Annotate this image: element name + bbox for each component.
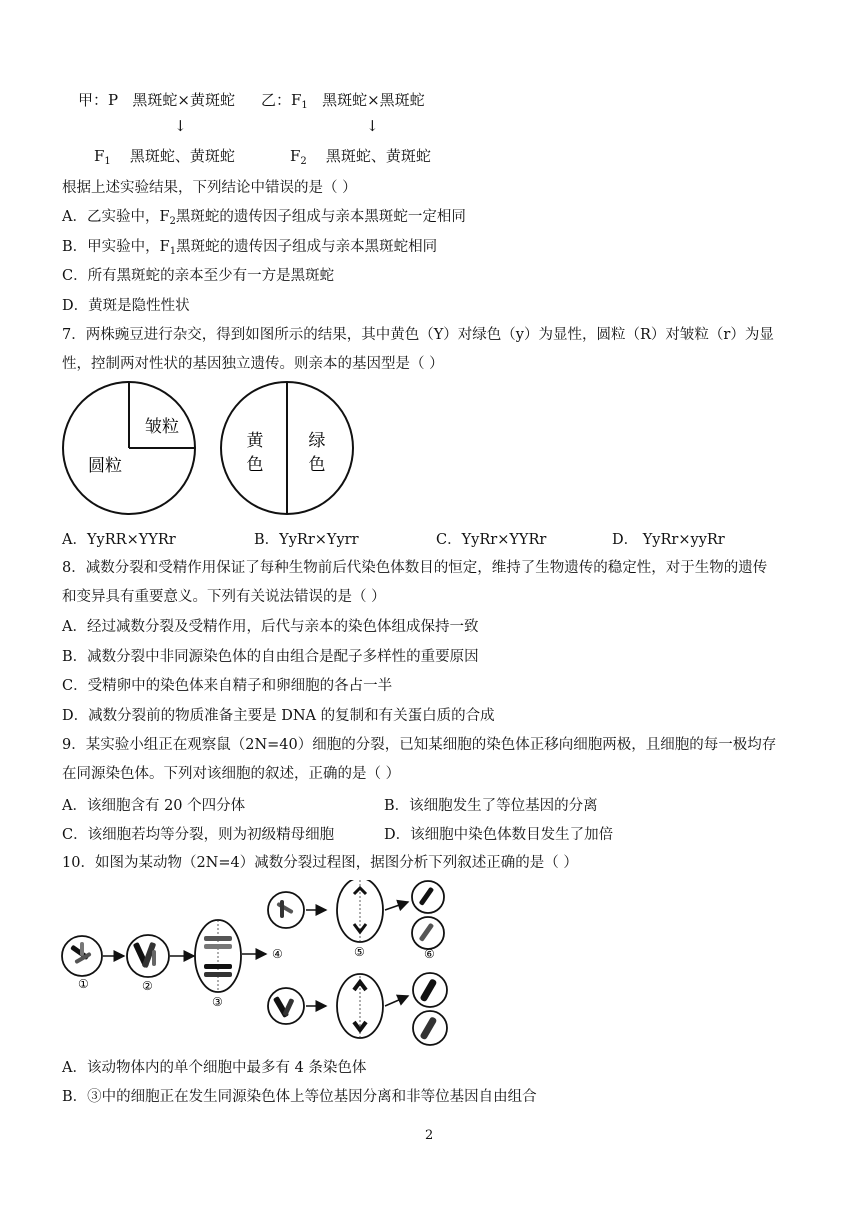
stage-label-6: ⑥ <box>424 947 435 961</box>
jia-f1-row <box>94 145 235 167</box>
cell-5-upper <box>337 880 383 942</box>
yi-f2-row <box>290 145 431 167</box>
pie-seed-shape <box>63 382 195 514</box>
q9-option-d: D．该细胞中染色体数目发生了加倍 <box>384 827 614 843</box>
cell-6-upper-b <box>412 917 444 949</box>
pie2-right-label-1: 绿 <box>308 431 326 451</box>
q7-option-d: D． YyRr×yyRr <box>612 532 725 548</box>
cell-6-lower-a <box>413 973 447 1007</box>
cross-yi-row <box>261 89 425 111</box>
stage-label-1: ① <box>78 977 89 991</box>
stage-label-5: ⑤ <box>354 945 365 959</box>
q7-stem-line1: 7．两株豌豆进行杂交，得到如图所示的结果，其中黄色（Y）对绿色（y）为显性，圆粒（R）对皱粒（r）为显 <box>62 327 774 343</box>
q8-stem-line2: 和变异具有重要意义。下列有关说法错误的是（ ） <box>62 589 386 605</box>
q9-option-b: B．该细胞发生了等位基因的分离 <box>384 798 598 814</box>
q6-option-b: B．甲实验中，$F_1$黑斑蛇的遗传因子组成与亲本黑斑蛇相同 <box>62 239 438 257</box>
q8-option-b: B．减数分裂中非同源染色体的自由组合是配子多样性的重要原因 <box>62 649 479 665</box>
q6-option-d: D．黄斑是隐性性状 <box>62 298 190 314</box>
q10-stem: 10．如图为某动物（2N=4）减数分裂过程图，据图分析下列叙述正确的是（ ） <box>62 855 578 871</box>
yi-label: 乙：F <box>261 91 302 109</box>
q8-stem-line1: 8．减数分裂和受精作用保证了每种生物前后代染色体数目的恒定，维持了生物遗传的稳定性，对于生物的遗传 <box>62 560 768 576</box>
jia-arrow: ↓ <box>174 117 187 135</box>
q10-option-b: B．③中的细胞正在发生同源染色体上等位基因分离和非等位基因自由组合 <box>62 1089 537 1105</box>
cell-4-lower <box>268 988 304 1024</box>
jia-offspring: 黑斑蛇、黄斑蛇 <box>129 147 235 165</box>
yi-f2-sub: 2 <box>300 156 307 167</box>
q7-pie-charts <box>58 380 368 520</box>
cell-6-lower-b <box>413 1011 447 1045</box>
pie1-large-label: 圆粒 <box>88 456 122 476</box>
q8-option-d: D．减数分裂前的物质准备主要是 DNA 的复制和有关蛋白质的合成 <box>62 708 495 724</box>
cell-5-lower <box>337 974 383 1038</box>
q6-option-a: A．乙实验中，$F_2$黑斑蛇的遗传因子组成与亲本黑斑蛇一定相同 <box>62 209 466 227</box>
cell-6-upper-a <box>412 881 444 913</box>
q7-option-a: A．YyRR×YYRr <box>62 532 176 548</box>
cross-jia-row <box>78 89 235 110</box>
q10-meiosis-diagram <box>58 880 458 1050</box>
jia-f1-sub: 1 <box>104 156 111 167</box>
cell-2 <box>127 935 169 977</box>
q6-stem: 根据上述实验结果，下列结论中错误的是（ ） <box>62 180 357 196</box>
q6-option-c: C．所有黑斑蛇的亲本至少有一方是黑斑蛇 <box>62 268 335 284</box>
cell-4-upper <box>268 892 304 928</box>
yi-f2-label: F <box>290 147 301 165</box>
q8-option-c: C．受精卵中的染色体来自精子和卵细胞的各占一半 <box>62 678 393 694</box>
cell-1 <box>62 936 102 976</box>
q9-stem-line2: 在同源染色体。下列对该细胞的叙述，正确的是（ ） <box>62 766 401 782</box>
page-number: 2 <box>425 1128 434 1143</box>
yi-offspring: 黑斑蛇、黄斑蛇 <box>325 147 431 165</box>
q7-stem-line2: 性，控制两对性状的基因独立遗传。则亲本的基因型是（ ） <box>62 356 444 372</box>
jia-f1-label: F <box>94 147 105 165</box>
pie-seed-color <box>221 382 353 514</box>
q7-option-b: B．YyRr×Yyrr <box>254 532 359 548</box>
pie2-right-label-2: 色 <box>308 455 326 475</box>
pie1-small-label: 皱粒 <box>145 417 179 437</box>
cell-3 <box>195 920 241 992</box>
q9-option-c: C．该细胞若均等分裂，则为初级精母细胞 <box>62 827 335 843</box>
yi-arrow: ↓ <box>366 117 379 135</box>
jia-parents: 黑斑蛇×黄斑蛇 <box>132 91 235 109</box>
q10-option-a: A．该动物体内的单个细胞中最多有 4 条染色体 <box>62 1060 367 1076</box>
pie2-left-label-1: 黄 <box>246 431 264 451</box>
yi-parents: 黑斑蛇×黑斑蛇 <box>322 91 425 109</box>
stage-label-2: ② <box>142 979 153 993</box>
stage-label-3: ③ <box>212 995 223 1009</box>
jia-label: 甲：P <box>78 91 119 109</box>
q9-stem-line1: 9．某实验小组正在观察鼠（2N=40）细胞的分裂，已知某细胞的染色体正移向细胞两极，且细胞的每一极均存 <box>62 737 777 753</box>
q8-option-a: A．经过减数分裂及受精作用，后代与亲本的染色体组成保持一致 <box>62 619 479 635</box>
q7-option-c: C．YyRr×YYRr <box>436 532 547 548</box>
q9-option-a: A．该细胞含有 20 个四分体 <box>62 798 246 814</box>
pie2-left-label-2: 色 <box>246 455 264 475</box>
stage-label-4: ④ <box>272 947 283 961</box>
yi-label-sub: 1 <box>301 100 308 111</box>
